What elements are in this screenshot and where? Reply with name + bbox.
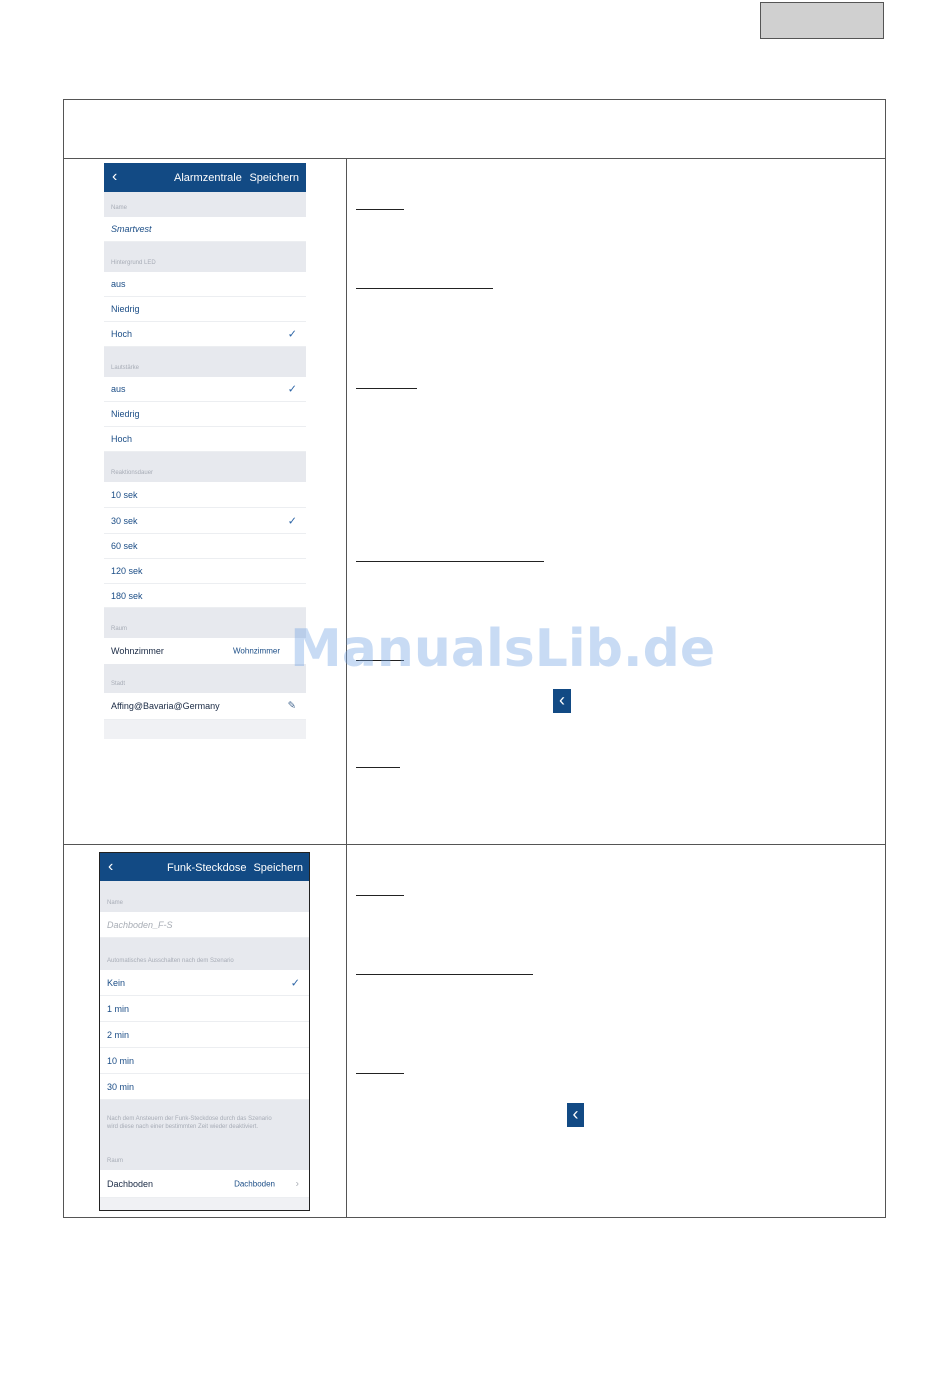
- heading-underline: [356, 561, 544, 562]
- volume-option-aus[interactable]: aus ✓: [104, 377, 306, 402]
- socket-screenshot: [99, 852, 310, 1211]
- heading-underline: [356, 288, 493, 289]
- section-header-room: Raum: [100, 1141, 309, 1170]
- table-row-divider: [64, 844, 885, 845]
- auto-off-option-10[interactable]: 10 min: [100, 1048, 309, 1074]
- screen-title: Funk-Steckdose: [167, 862, 247, 874]
- page-number-tab: [760, 2, 884, 39]
- room-value: Dachboden: [234, 1179, 275, 1188]
- section-header-auto-off: Automatisches Ausschalten nach dem Szenario: [100, 938, 309, 970]
- name-field[interactable]: Dachboden_F-S: [100, 912, 309, 938]
- checkmark-icon: ✓: [287, 383, 297, 396]
- chevron-right-icon: ›: [295, 1178, 299, 1189]
- section-header-volume: Lautstärke: [104, 347, 306, 377]
- save-button[interactable]: Speichern: [253, 862, 303, 874]
- section-header-location: Stadt: [104, 664, 306, 693]
- reaction-option-10[interactable]: 10 sek: [104, 482, 306, 508]
- heading-underline: [356, 974, 533, 975]
- screen-title: Alarmzentrale: [174, 172, 242, 184]
- reaction-option-60[interactable]: 60 sek: [104, 534, 306, 559]
- auto-off-option-1[interactable]: 1 min: [100, 996, 309, 1022]
- alarm-panel-screenshot: [104, 163, 306, 739]
- heading-underline: [356, 209, 404, 210]
- app-header: [100, 853, 309, 881]
- reaction-option-180[interactable]: 180 sek: [104, 584, 306, 608]
- section-header-name: Name: [100, 881, 309, 912]
- heading-underline: [356, 388, 417, 389]
- checkmark-icon: ✓: [287, 515, 297, 527]
- room-field[interactable]: Dachboden Dachboden ›: [100, 1170, 309, 1198]
- back-chevron-icon: ‹: [567, 1103, 584, 1127]
- led-option-aus[interactable]: aus: [104, 272, 306, 297]
- reaction-option-30[interactable]: 30 sek ✓: [104, 508, 306, 534]
- auto-off-option-2[interactable]: 2 min: [100, 1022, 309, 1048]
- volume-option-hoch[interactable]: Hoch: [104, 427, 306, 452]
- heading-underline: [356, 767, 400, 768]
- heading-underline: [356, 1073, 404, 1074]
- section-header-led: Hintergrund LED: [104, 242, 306, 272]
- save-button[interactable]: Speichern: [249, 172, 299, 184]
- auto-off-note: Nach dem Ansteuern der Funk-Steckdose durch das Szenario wird diese nach einer bestimmten Zeit wieder deaktiviert.: [100, 1100, 309, 1141]
- app-header: [104, 163, 306, 192]
- section-header-name: Name: [104, 192, 306, 217]
- name-field[interactable]: Smartvest: [104, 217, 306, 242]
- checkmark-icon: ✓: [287, 328, 297, 341]
- heading-underline: [356, 895, 404, 896]
- room-value: Wohnzimmer: [233, 646, 280, 656]
- led-option-niedrig[interactable]: Niedrig: [104, 297, 306, 322]
- volume-option-niedrig[interactable]: Niedrig: [104, 402, 306, 427]
- auto-off-option-30[interactable]: 30 min: [100, 1074, 309, 1100]
- section-header-room: Raum: [104, 608, 306, 638]
- led-option-hoch[interactable]: Hoch ✓: [104, 322, 306, 347]
- auto-off-option-kein[interactable]: Kein ✓: [100, 970, 309, 996]
- room-field[interactable]: Wohnzimmer Wohnzimmer: [104, 638, 306, 665]
- watermark: ManualsLib.de: [290, 619, 716, 679]
- edit-icon[interactable]: ✎: [287, 700, 296, 712]
- table-header-divider: [64, 158, 885, 159]
- section-header-reaction: Reaktionsdauer: [104, 452, 306, 482]
- back-chevron-icon[interactable]: ‹: [112, 168, 118, 185]
- reaction-option-120[interactable]: 120 sek: [104, 559, 306, 584]
- back-chevron-icon: ‹: [553, 689, 571, 713]
- checkmark-icon: ✓: [290, 977, 300, 989]
- location-field[interactable]: Affing@Bavaria@Germany ✎: [104, 693, 306, 720]
- table-column-divider: [346, 158, 347, 1218]
- back-chevron-icon[interactable]: ‹: [108, 858, 114, 875]
